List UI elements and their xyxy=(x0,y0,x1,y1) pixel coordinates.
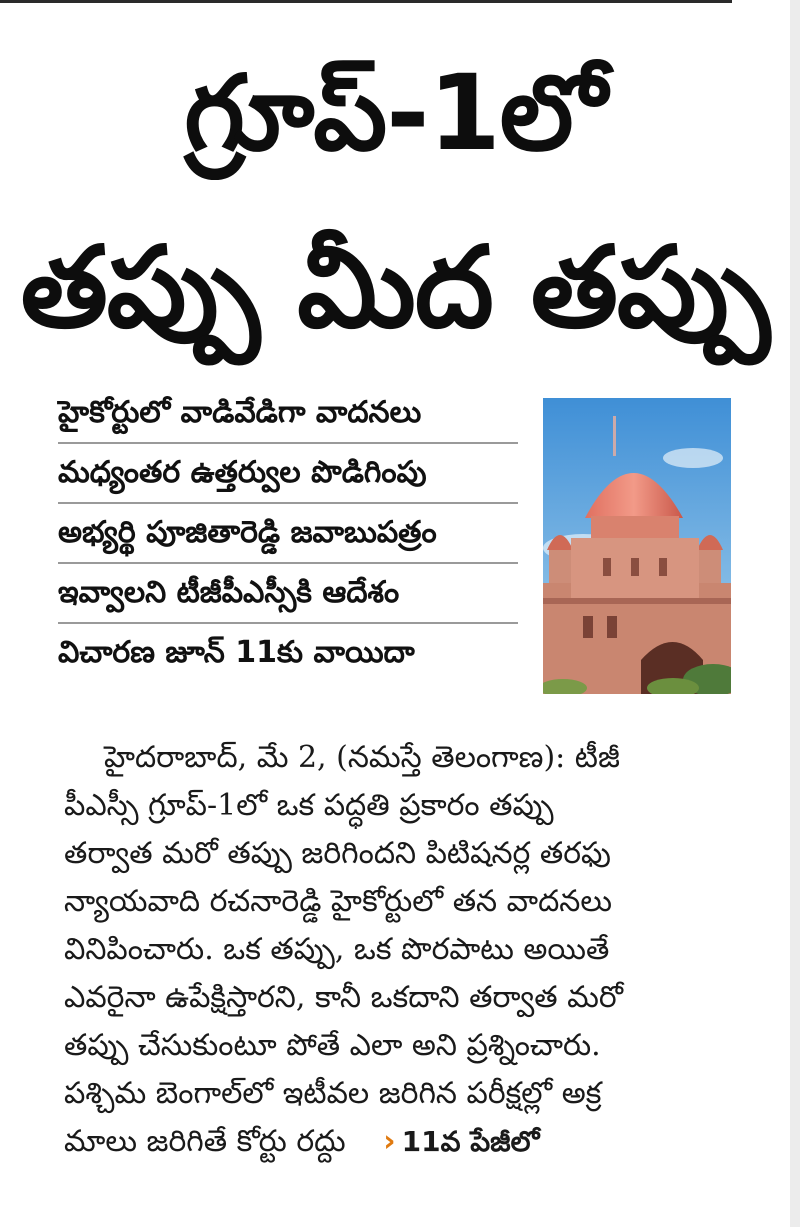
subheading-2: మధ్యంతర ఉత్తర్వుల పొడిగింపు xyxy=(58,444,518,504)
body-line: న్యాయవాది రచనారెడ్డి హైకోర్టులో తన వాదనలు xyxy=(64,884,612,919)
body-line: మాలు జరిగితే కోర్టు రద్దు xyxy=(64,1124,346,1159)
body-last-line xyxy=(64,1118,734,1166)
continued-link[interactable] xyxy=(383,1118,539,1166)
body-line: హైదరాబాద్, మే 2, (నమస్తే తెలంగాణ): టీజీ xyxy=(104,740,620,775)
body-line: తప్పు చేసుకుంటూ పోతే ఎలా అని ప్రశ్నించారు. xyxy=(64,1028,601,1063)
top-rule xyxy=(0,0,732,3)
body-line: వినిపించారు. ఒక తప్పు, ఒక పొరపాటు అయితే xyxy=(64,932,610,967)
headline-line-2: తప్పు మీద తప్పు xyxy=(20,223,770,353)
body-line: ఎవరైనా ఉపేక్షిస్తారని, కానీ ఒకదాని తర్వాత మరో xyxy=(64,980,623,1015)
chevron-right-icon: › xyxy=(383,1124,396,1159)
subheading-3: అభ్యర్థి పూజితారెడ్డి జవాబుపత్రం xyxy=(58,504,518,564)
subheading-1: హైకోర్టులో వాడివేడిగా వాదనలు xyxy=(58,384,518,444)
subheading-4: ఇవ్వాలని టీజీపీఎస్సీకి ఆదేశం xyxy=(58,564,518,624)
article-body xyxy=(64,734,734,1166)
body-line: పశ్చిమ బెంగాల్‌లో ఇటీవల జరిగిన పరీక్షల్లో అక్ర xyxy=(64,1076,602,1111)
high-court-photo xyxy=(543,398,731,694)
page-edge xyxy=(790,0,800,1227)
body-line: తర్వాత మరో తప్పు జరిగిందని పిటిషనర్ల తరఫు xyxy=(64,836,611,871)
continued-label: 11వ పేజీలో xyxy=(401,1125,540,1158)
subheading-list xyxy=(58,384,518,682)
subheading-5: విచారణ జూన్ 11కు వాయిదా xyxy=(58,635,415,670)
headline-line-1: గ్రూప్-1లో xyxy=(184,52,606,174)
body-line: పీఎస్సీ గ్రూప్-1లో ఒక పద్ధతి ప్రకారం తప్పు xyxy=(64,788,554,823)
